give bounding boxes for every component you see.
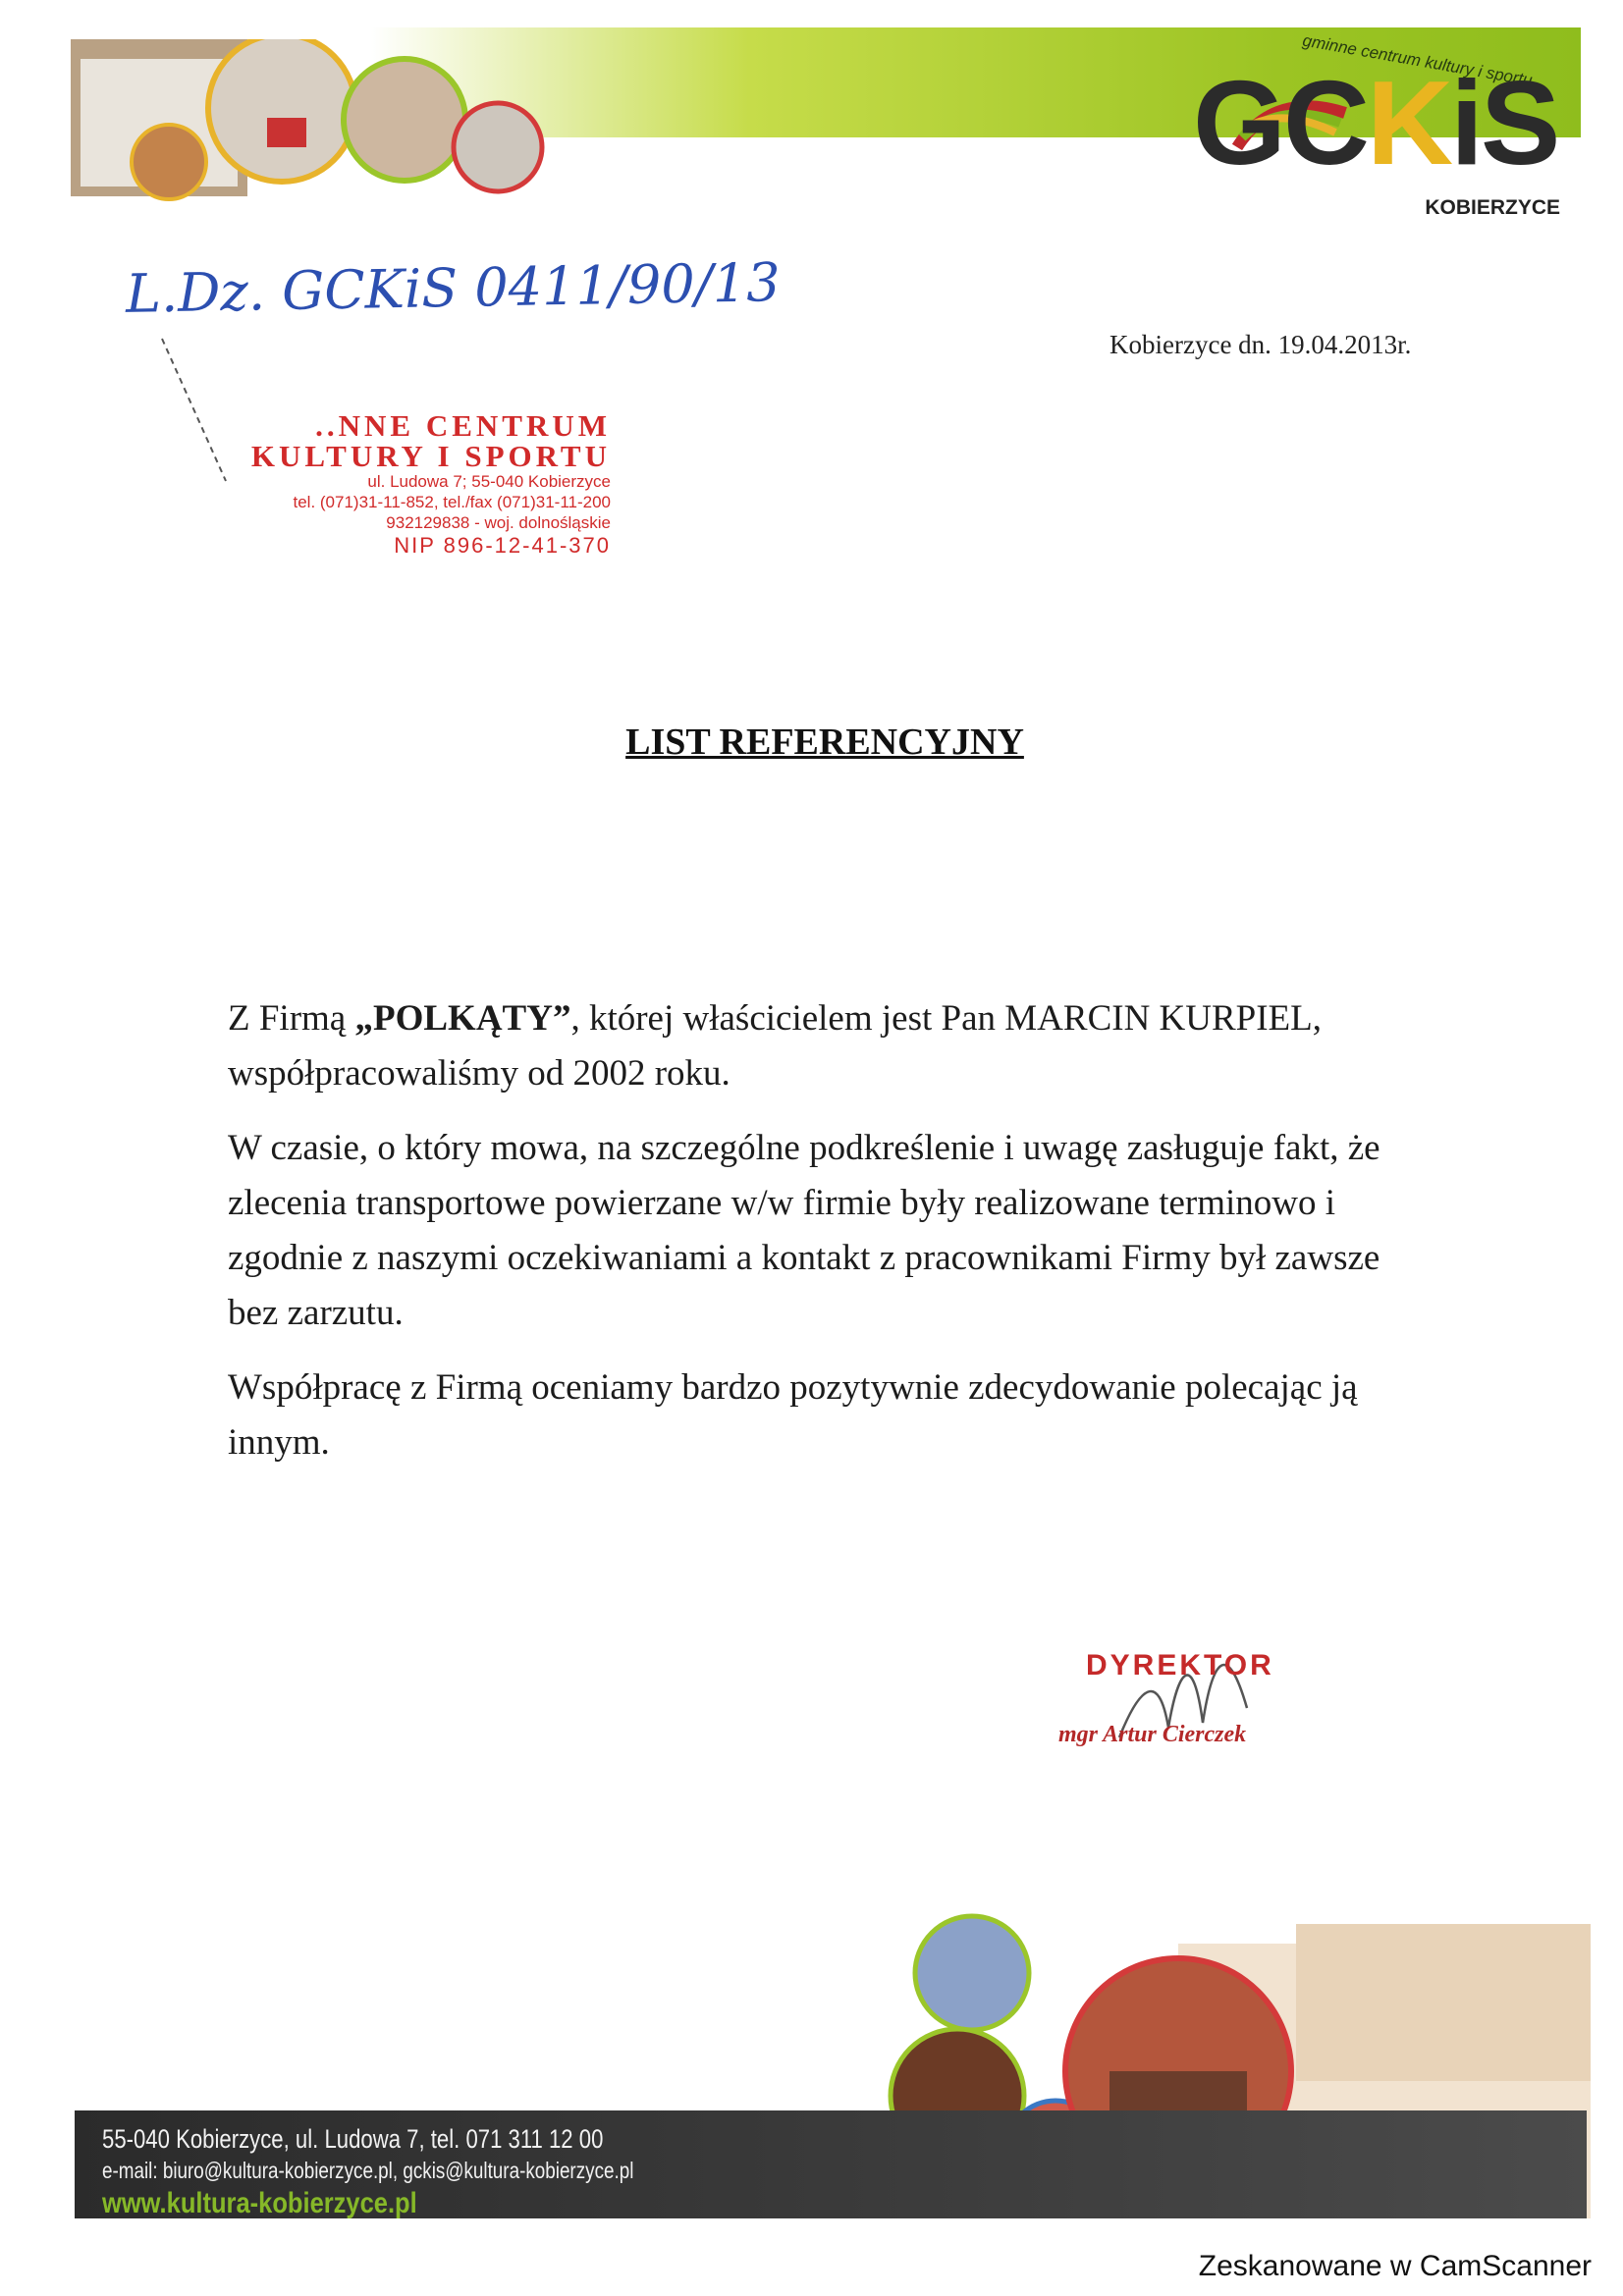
- letter-body: [228, 991, 1426, 1490]
- p1-after: , której właścicielem jest Pan MARCIN KURPIEL, współpracowaliśmy od 2002 roku.: [228, 998, 1323, 1094]
- document-date: Kobierzyce dn. 19.04.2013r.: [1109, 330, 1412, 359]
- document-title: LIST REFERENCYJNY: [625, 721, 1024, 763]
- signature-block: [1031, 1629, 1325, 1767]
- organization-stamp: [218, 410, 611, 559]
- p1-before: Z Firmą: [228, 998, 355, 1039]
- logo-city: KOBIERZYCE: [1425, 196, 1560, 219]
- stamp-line-3: ul. Ludowa 7; 55-040 Kobierzyce: [367, 472, 611, 491]
- logo-text-k: K: [1367, 56, 1451, 189]
- stamp-line-1: ..NNE CENTRUM: [315, 408, 611, 443]
- company-name: „POLKĄTY”: [354, 998, 571, 1039]
- signature-name: mgr Artur Cierczek: [1058, 1722, 1247, 1747]
- paragraph-1: [228, 991, 1426, 1101]
- stamp-line-5: 932129838 - woj. dolnośląskie: [386, 513, 611, 532]
- stamp-line-2: KULTURY I SPORTU: [250, 439, 611, 473]
- paragraph-3: Współpracę z Firmą oceniamy bardzo pozytywnie zdecydowanie polecając ją innym.: [228, 1367, 1358, 1463]
- footer-email: e-mail: biuro@kultura-kobierzyce.pl, gckis@kultura-kobierzyce.pl: [102, 2158, 634, 2183]
- logo-text-left: GC: [1193, 56, 1367, 189]
- footer-address: 55-040 Kobierzyce, ul. Ludowa 7, tel. 071 311 12 00: [102, 2124, 604, 2154]
- scanner-watermark: Zeskanowane w CamScanner: [1198, 2250, 1592, 2282]
- stamp-line-4: tel. (071)31-11-852, tel./fax (071)31-11-200: [293, 493, 611, 511]
- logo-text-right: iS: [1450, 56, 1558, 189]
- header-photo-collage: [71, 39, 562, 201]
- footer-website: www.kultura-kobierzyce.pl: [102, 2187, 417, 2219]
- stamp-line-6: NIP 896-12-41-370: [394, 533, 611, 558]
- paragraph-2: W czasie, o który mowa, na szczególne podkreślenie i uwagę zasługuje fakt, że zlecenia transportowe powierzane w/w firmie były realizowane terminowo i zgodnie z naszymi oczekiwaniami a kontakt z pracownikami Firmy był zawsze bez zarzutu.: [228, 1128, 1380, 1333]
- signature-title: DYREKTOR: [1086, 1649, 1274, 1682]
- gckis-logo: [1173, 30, 1566, 231]
- handwritten-reference-number: L.Dz. GCKiS 0411/90/13: [125, 251, 782, 325]
- logo-tagline: gminne centrum kultury i sportu: [1301, 30, 1535, 90]
